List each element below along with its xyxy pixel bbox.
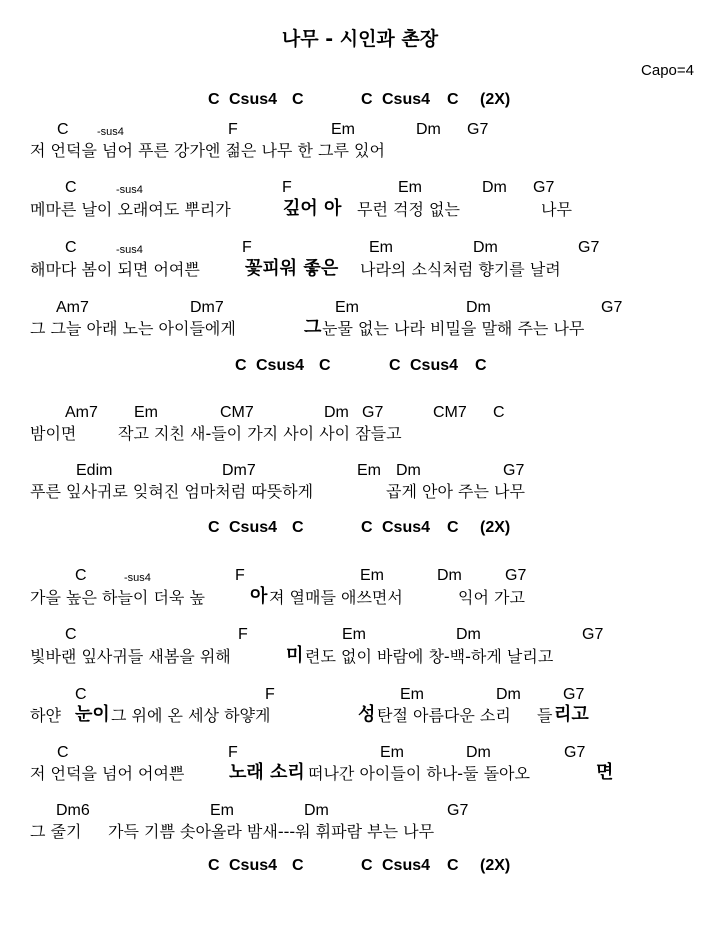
lyric-text: 탄절 아름다운 소리 <box>377 706 511 725</box>
chord: Em <box>210 802 234 819</box>
chord: Dm <box>456 626 481 643</box>
chord: Dm <box>416 121 441 138</box>
chord: G7 <box>578 239 600 256</box>
interlude-chord: C <box>292 857 304 874</box>
chord: Edim <box>76 462 113 479</box>
interlude-chord: C <box>208 857 220 874</box>
chord: F <box>282 179 292 196</box>
chord: Em <box>369 239 393 256</box>
chord: Em <box>360 567 384 584</box>
interlude-chord: C <box>292 91 304 108</box>
chord: C <box>493 404 505 421</box>
interlude-chord: Csus4 <box>382 857 431 874</box>
lyric-text: 곱게 안아 주는 나무 <box>386 482 525 501</box>
interlude-chord: C <box>447 519 459 536</box>
chord: CM7 <box>433 404 467 421</box>
chord: F <box>238 626 248 643</box>
lyric-text: 떠나간 아이들이 하나-둘 돌아오 <box>308 764 530 783</box>
repeat-mark: (2X) <box>480 519 511 536</box>
chord: -sus4 <box>97 126 124 138</box>
lyric-text: 해마다 봄이 되면 어여쁜 <box>30 260 200 279</box>
lyric-text: 그 그늘 아래 노는 아이들에게 <box>30 319 236 338</box>
lyric-emphasis: 미 <box>286 645 304 666</box>
chord: G7 <box>503 462 525 479</box>
interlude-chord: C <box>361 519 373 536</box>
interlude-chord: C <box>208 91 220 108</box>
chord: G7 <box>563 686 585 703</box>
chord: -sus4 <box>116 184 143 196</box>
lyric-emphasis: 노래 소리 <box>229 762 305 783</box>
chord: G7 <box>505 567 527 584</box>
chord: Em <box>380 744 404 761</box>
lyric-emphasis: 눈이 <box>75 704 110 725</box>
chord: C <box>75 567 87 584</box>
lyric-text: 메마른 날이 오래여도 뿌리가 <box>30 200 231 219</box>
lyric-emphasis: 깊어 아 <box>283 198 342 219</box>
interlude-chord: C <box>475 357 487 374</box>
chord: Dm6 <box>56 802 90 819</box>
chord: C <box>65 626 77 643</box>
repeat-mark: (2X) <box>480 857 511 874</box>
chord: Em <box>342 626 366 643</box>
chord: Dm7 <box>190 299 224 316</box>
chord: Dm <box>324 404 349 421</box>
chord: -sus4 <box>116 244 143 256</box>
chord: Am7 <box>56 299 89 316</box>
interlude-chord: Csus4 <box>229 857 278 874</box>
chord: C <box>65 179 77 196</box>
chord: Em <box>357 462 381 479</box>
chord: F <box>235 567 245 584</box>
chord: F <box>265 686 275 703</box>
chord: Dm <box>496 686 521 703</box>
chord: CM7 <box>220 404 254 421</box>
lyric-emphasis: 아 <box>250 586 268 607</box>
lyric-text: 밤이면 <box>30 424 77 443</box>
lyric-text: 나무 <box>541 200 572 219</box>
chord: Am7 <box>65 404 98 421</box>
lyric-text: 그 위에 온 세상 하얗게 <box>111 706 271 725</box>
interlude-chord: C <box>235 357 247 374</box>
chord: Em <box>134 404 158 421</box>
interlude-chord: Csus4 <box>382 519 431 536</box>
interlude-chord: Csus4 <box>410 357 459 374</box>
lyric-text: 하얀 <box>30 706 61 725</box>
chord: Dm7 <box>222 462 256 479</box>
interlude-chord: C <box>361 91 373 108</box>
interlude-chord: Csus4 <box>256 357 305 374</box>
lyric-emphasis: 꽃피워 좋은 <box>245 258 339 279</box>
lyric-text: 저 언덕을 넘어 어여쁜 <box>30 764 185 783</box>
lyric-text: 가득 기쁨 솟아올라 밤새---워 휘파람 부는 나무 <box>108 822 435 841</box>
chord: F <box>228 744 238 761</box>
lyric-text: 련도 없이 바람에 창-백-하게 날리고 <box>305 647 554 666</box>
lyric-text: 져 열매들 애쓰면서 <box>269 588 403 607</box>
interlude-chord: Csus4 <box>229 91 278 108</box>
chord: Dm <box>466 744 491 761</box>
lyric-text: 그 줄기 <box>30 822 82 841</box>
interlude-chord: C <box>389 357 401 374</box>
chord: G7 <box>601 299 623 316</box>
lyric-emphasis: 면 <box>596 762 614 783</box>
chord: C <box>57 744 69 761</box>
chord: Dm <box>437 567 462 584</box>
chord: Em <box>398 179 422 196</box>
interlude-chord: C <box>208 519 220 536</box>
chord: Dm <box>396 462 421 479</box>
lyric-text: 들 <box>537 706 553 725</box>
chord: C <box>75 686 87 703</box>
chord: -sus4 <box>124 572 151 584</box>
lyric-text: 나라의 소식처럼 향기를 날려 <box>360 260 561 279</box>
interlude-chord: C <box>361 857 373 874</box>
interlude-chord: C <box>447 91 459 108</box>
interlude-chord: Csus4 <box>382 91 431 108</box>
chord: Dm <box>473 239 498 256</box>
song-title: 나무 - 시인과 촌장 <box>281 28 439 50</box>
chord: Em <box>335 299 359 316</box>
lyric-text: 푸른 잎사귀로 잊혀진 엄마처럼 따뜻하게 <box>30 482 314 501</box>
chord: F <box>228 121 238 138</box>
lyric-emphasis: 성 <box>358 704 376 725</box>
interlude-chord: Csus4 <box>229 519 278 536</box>
interlude-chord: C <box>447 857 459 874</box>
lyric-emphasis: 그 <box>304 317 322 338</box>
chord: F <box>242 239 252 256</box>
lyric-text: 눈물 없는 나라 비밀을 말해 주는 나무 <box>322 319 585 338</box>
chord: C <box>57 121 69 138</box>
chord: Dm <box>304 802 329 819</box>
lyric-text: 익어 가고 <box>458 588 525 607</box>
chord: Dm <box>482 179 507 196</box>
lyric-text: 가을 높은 하늘이 더욱 높 <box>30 588 205 607</box>
lyric-text: 저 언덕을 넘어 푸른 강가엔 젊은 나무 한 그루 있어 <box>30 141 385 160</box>
lyric-text: 빛바랜 잎사귀들 새봄을 위해 <box>30 647 231 666</box>
chord: G7 <box>564 744 586 761</box>
chord: G7 <box>533 179 555 196</box>
lyric-text: 무런 걱정 없는 <box>357 200 460 219</box>
chord: Em <box>400 686 424 703</box>
chord: G7 <box>362 404 384 421</box>
chord: G7 <box>467 121 489 138</box>
chord: G7 <box>582 626 604 643</box>
interlude-chord: C <box>319 357 331 374</box>
chord: G7 <box>447 802 469 819</box>
lyric-emphasis: 리고 <box>554 704 589 725</box>
lyric-text: 작고 지친 새-들이 가지 사이 사이 잠들고 <box>118 424 402 443</box>
interlude-chord: C <box>292 519 304 536</box>
repeat-mark: (2X) <box>480 91 511 108</box>
chord: Em <box>331 121 355 138</box>
capo-label: Capo=4 <box>641 62 694 79</box>
chord: C <box>65 239 77 256</box>
chord: Dm <box>466 299 491 316</box>
